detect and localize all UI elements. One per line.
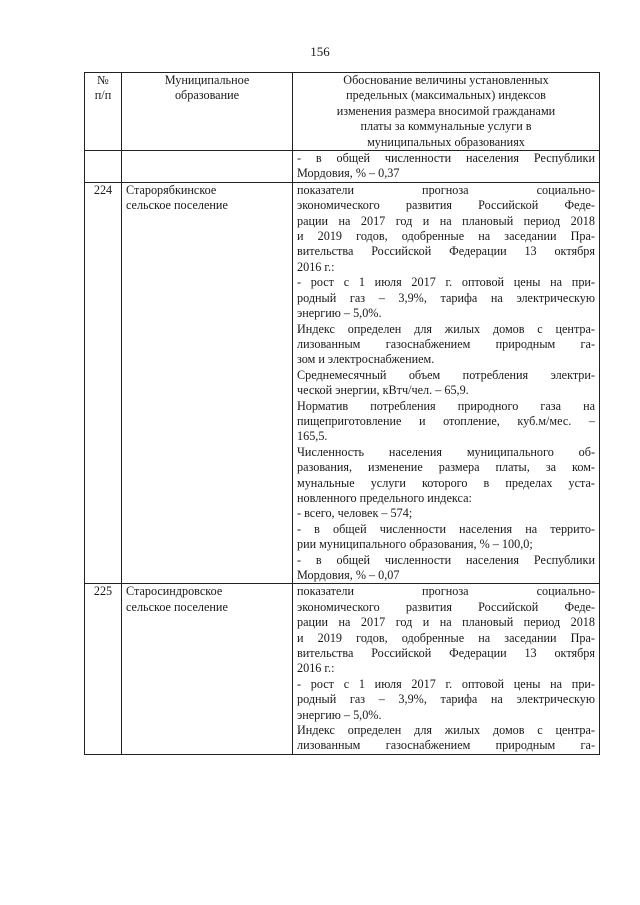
justification-line: пищеприготовление и отопление, куб.м/мес. – (297, 413, 595, 428)
table-row (85, 182, 600, 584)
justification-line: Индекс определен для жилых домов с центра- (297, 321, 595, 336)
justification-line: мунальные услуги которого в пределах уста- (297, 475, 595, 490)
header-justification-line: платы за коммунальные услуги в (360, 119, 532, 134)
header-municipality-line: образование (174, 88, 240, 103)
justification-line: рации на 2017 год и на плановый период 2018 (297, 213, 595, 228)
header-number-line: № (97, 73, 109, 87)
header-number-line: п/п (94, 88, 112, 103)
municipality-name-line: Старорябкинское (126, 182, 217, 197)
header-justification (293, 73, 600, 151)
municipality-name-line: Старосиндровское (126, 584, 223, 599)
page-number: 156 (310, 44, 330, 59)
row-number-cell: 225 (85, 584, 122, 754)
justification-line: Мордовия, % – 0,37 (297, 166, 400, 181)
justification-line: вительства Российской Федерации 13 октября (297, 646, 595, 661)
row-number-cell (85, 151, 122, 183)
header-justification-line: предельных (максимальных) индексов (346, 88, 546, 103)
tariff-index-table (84, 72, 600, 755)
table-row (85, 584, 600, 754)
justification-line: новленного предельного индекса: (297, 490, 472, 505)
justification-line: показатели прогноза социально- (297, 182, 595, 197)
justification-line: - всего, человек – 574; (297, 506, 413, 521)
justification-line: - рост с 1 июля 2017 г. оптовой цены на при- (297, 275, 595, 290)
header-justification-line: муниципальных образованиях (367, 134, 525, 149)
row-justification-cell (293, 584, 600, 754)
table-row-continuation (85, 151, 600, 183)
justification-line: Мордовия, % – 0,07 (297, 568, 400, 582)
header-justification-line: Обоснование величины установленных (343, 73, 549, 87)
justification-line: 2016 г.: (297, 259, 335, 274)
justification-line: энергию – 5,0%. (297, 707, 382, 722)
justification-line: - в общей численности населения Республики (297, 552, 595, 567)
justification-line: 165,5. (297, 429, 328, 444)
municipality-name-line: сельское поселение (126, 599, 228, 614)
justification-line: вительства Российской Федерации 13 октября (297, 244, 595, 259)
header-justification-line: изменения размера вносимой гражданами (336, 103, 556, 118)
justification-line: - в общей численности населения Республики (297, 151, 595, 166)
justification-line: рации на 2017 год и на плановый период 2018 (297, 615, 595, 630)
justification-line: зом и электроснабжением. (297, 352, 435, 367)
justification-line: экономического развития Российской Феде- (297, 599, 595, 614)
justification-line: ческой энергии, кВтч/чел. – 65,9. (297, 383, 469, 398)
justification-line: лизованным газоснабжением природным га- (297, 738, 595, 753)
justification-line: Норматив потребления природного газа на (297, 398, 595, 413)
justification-line: Индекс определен для жилых домов с центра- (297, 723, 595, 738)
justification-line: Среднемесячный объем потребления электри- (297, 367, 595, 382)
row-number-cell: 224 (85, 182, 122, 584)
row-justification-cell (293, 151, 600, 183)
justification-line: лизованным газоснабжением природным га- (297, 336, 595, 351)
justification-line: рии муниципального образования, % – 100,0; (297, 537, 533, 552)
justification-line: - в общей численности населения на террито- (297, 521, 595, 536)
row-municipality-cell (122, 151, 293, 183)
justification-line: родный газ – 3,9%, тарифа на электрическую (297, 290, 595, 305)
header-municipality (122, 73, 293, 151)
justification-line: энергию – 5,0%. (297, 306, 382, 321)
row-municipality-cell (122, 182, 293, 584)
justification-line: Численность населения муниципального об- (297, 444, 595, 459)
justification-line: - рост с 1 июля 2017 г. оптовой цены на при- (297, 676, 595, 691)
header-municipality-line: Муниципальное (164, 73, 250, 87)
table-header-row (85, 73, 600, 151)
municipality-name-line: сельское поселение (126, 198, 228, 213)
justification-line: родный газ – 3,9%, тарифа на электрическую (297, 692, 595, 707)
justification-line: 2016 г.: (297, 661, 335, 676)
justification-line: разования, изменение размера платы, за ком- (297, 460, 595, 475)
header-number (85, 73, 122, 151)
justification-line: экономического развития Российской Феде- (297, 198, 595, 213)
row-justification-cell (293, 182, 600, 584)
justification-line: и 2019 годов, одобренные на заседании Пра- (297, 229, 595, 244)
justification-line: показатели прогноза социально- (297, 584, 595, 599)
row-municipality-cell (122, 584, 293, 754)
justification-line: и 2019 годов, одобренные на заседании Пра- (297, 630, 595, 645)
